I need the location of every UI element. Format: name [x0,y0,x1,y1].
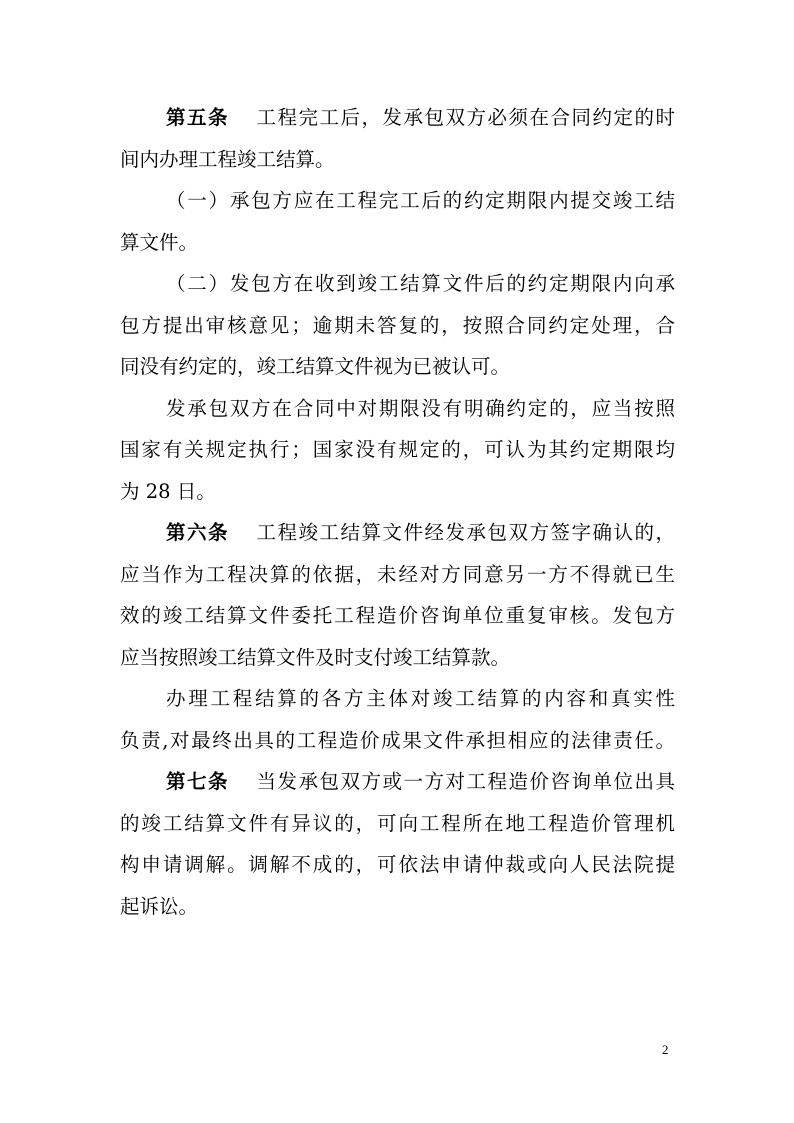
deadline-paragraph-line-3: 为 28 日。 [120,479,216,503]
article-7-line-1 [120,761,675,803]
article-5-line-2: 间内办理工程竣工结算。 [120,147,335,171]
item-2-line-3: 同没有约定的，竣工结算文件视为已被认可。 [120,355,511,378]
responsibility-paragraph-line-1: 办理工程结算的各方主体对竣工结算的内容和真实性 [166,687,675,710]
deadline-paragraph-line-2: 国家有关规定执行；国家没有规定的，可认为其约定期限均 [120,438,675,461]
item-1-line-2: 算文件。 [120,230,199,254]
article-5-heading: 第五条 [166,106,229,129]
article-5-text-1: 工程完工后，发承包双方必须在合同约定的时 [255,106,675,129]
article-6-text-1: 工程竣工结算文件经发承包双方签字确认的， [255,521,675,544]
article-5-line-1 [120,97,675,139]
article-6-line-4: 应当按照竣工结算文件及时支付竣工结算款。 [120,645,511,669]
item-2-line-2: 包方提出审核意见；逾期未答复的，按照合同约定处理，合 [120,313,675,337]
deadline-paragraph-line-1: 发承包双方在合同中对期限没有明确约定的，应当按照 [166,396,675,420]
responsibility-paragraph-line-2: 负责,对最终出具的工程造价成果文件承担相应的法律责任。 [120,728,675,752]
article-7-text-1: 当发承包双方或一方对工程造价咨询单位出具 [255,770,675,793]
article-7-line-3: 构申请调解。调解不成的，可依法申请仲裁或向人民法院提 [120,853,675,876]
item-1-line-1: （一）承包方应在工程完工后的约定期限内提交竣工结 [166,189,675,212]
item-2-line-1: （二）发包方在收到竣工结算文件后的约定期限内向承 [166,272,675,295]
article-6-line-2: 应当作为工程决算的依据，未经对方同意另一方不得就已生 [120,562,675,586]
page-number: 2 [662,1042,669,1057]
article-6-heading: 第六条 [166,521,229,544]
article-7-heading: 第七条 [166,770,229,793]
article-7-line-2: 的竣工结算文件有异议的，可向工程所在地工程造价管理机 [120,811,675,835]
article-6-line-3: 效的竣工结算文件委托工程造价咨询单位重复审核。发包方 [120,604,675,627]
article-6-line-1 [120,512,675,554]
document-body [120,97,675,927]
article-7-line-4: 起诉讼。 [120,894,199,918]
